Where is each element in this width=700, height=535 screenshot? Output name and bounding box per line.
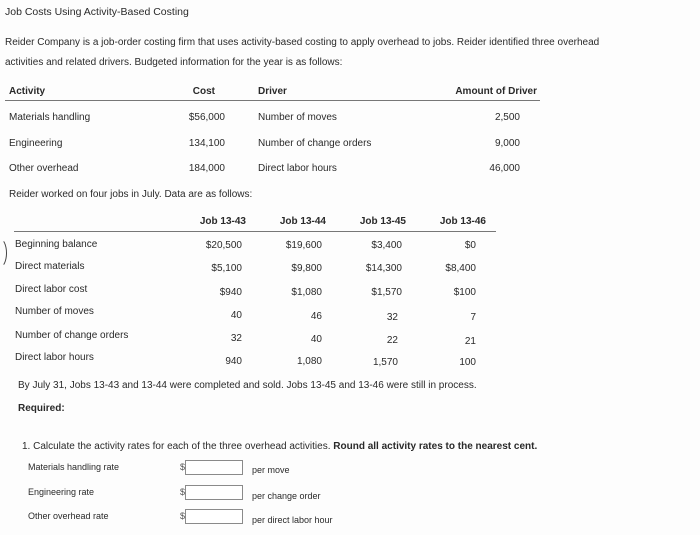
rate-unit: per move [252, 465, 290, 475]
cell: $1,080 [291, 287, 322, 298]
row-label: Beginning balance [15, 239, 98, 250]
cell: 7 [470, 312, 476, 323]
cell: $9,800 [291, 263, 322, 274]
cell: $940 [219, 287, 242, 298]
rate-unit: per direct labor hour [252, 515, 333, 525]
activity-cost: 134,100 [188, 138, 225, 149]
header-job-13-44: Job 13-44 [279, 216, 326, 227]
header-job-13-46: Job 13-46 [439, 216, 486, 227]
cell: $100 [453, 287, 476, 298]
activity-amount: 9,000 [494, 138, 520, 149]
cell: 40 [310, 334, 322, 345]
job-header-rule [14, 231, 496, 232]
row-label: Direct labor cost [15, 284, 88, 295]
cell: 21 [464, 336, 476, 347]
activity-amount: 46,000 [489, 163, 520, 174]
header-job-13-43: Job 13-43 [199, 216, 246, 227]
cell: $20,500 [205, 240, 242, 251]
cell: 40 [230, 310, 242, 321]
question-prefix: 1. Calculate the activity rates for each of the three overhead activities. [22, 441, 334, 452]
header-amount-of-driver: Amount of Driver [455, 86, 537, 97]
rate-label: Engineering rate [28, 487, 95, 497]
row-label: Number of change orders [15, 330, 129, 341]
activity-name: Engineering [9, 138, 63, 149]
july-intro: Reider worked on four jobs in July. Data are as follows: [9, 189, 253, 200]
activity-cost: $56,000 [188, 112, 225, 123]
activity-amount: 2,500 [494, 112, 520, 123]
rate-label: Other overhead rate [28, 511, 109, 521]
completion-note: By July 31, Jobs 13-43 and 13-44 were completed and sold. Jobs 13-45 and 13-46 were still in process. [18, 380, 477, 391]
other-overhead-rate-input[interactable] [185, 509, 243, 524]
activity-driver: Direct labor hours [258, 163, 337, 174]
cell: $14,300 [365, 263, 402, 274]
rate-unit: per change order [252, 491, 321, 501]
activity-name: Other overhead [9, 163, 79, 174]
cell: 1,570 [372, 357, 398, 368]
materials-handling-rate-input[interactable] [185, 460, 243, 475]
dollar-sign: $ [180, 487, 186, 497]
activity-cost: 184,000 [188, 163, 225, 174]
activity-driver: Number of change orders [258, 138, 372, 149]
activity-driver: Number of moves [258, 112, 337, 123]
header-job-13-45: Job 13-45 [359, 216, 406, 227]
cell: 46 [310, 311, 322, 322]
cell: 940 [225, 356, 242, 367]
cell: 32 [386, 312, 398, 323]
page-title: Job Costs Using Activity-Based Costing [5, 6, 189, 18]
cell: $0 [464, 240, 476, 251]
cell: $3,400 [371, 240, 402, 251]
cell: $5,100 [211, 263, 242, 274]
cell: $19,600 [285, 240, 322, 251]
header-activity: Activity [9, 86, 46, 97]
cell: 22 [386, 335, 398, 346]
dollar-sign: $ [180, 511, 186, 521]
cell: $8,400 [445, 263, 476, 274]
dollar-sign: $ [180, 462, 186, 472]
intro-text-line2: activities and related drivers. Budgeted information for the year is as follows: [5, 57, 343, 68]
row-label: Direct materials [15, 261, 85, 272]
cell: $1,570 [371, 287, 402, 298]
cell: 100 [459, 357, 476, 368]
header-driver: Driver [258, 86, 287, 97]
left-edge-bracket [0, 238, 7, 268]
row-label: Number of moves [15, 306, 94, 317]
row-label: Direct labor hours [15, 352, 94, 363]
question-rounding-note: Round all activity rates to the nearest cent. [333, 441, 538, 452]
intro-text-line1: Reider Company is a job-order costing firm that uses activity-based costing to apply overhead to jobs. Reider identified three overhead [5, 37, 600, 48]
question-text [22, 441, 537, 452]
header-rule [5, 100, 540, 101]
cell: 1,080 [296, 356, 322, 367]
required-label: Required: [18, 403, 65, 414]
engineering-rate-input[interactable] [185, 485, 243, 500]
rate-label: Materials handling rate [28, 462, 120, 472]
cell: 32 [230, 333, 242, 344]
activity-name: Materials handling [9, 112, 91, 123]
header-cost: Cost [192, 86, 215, 97]
